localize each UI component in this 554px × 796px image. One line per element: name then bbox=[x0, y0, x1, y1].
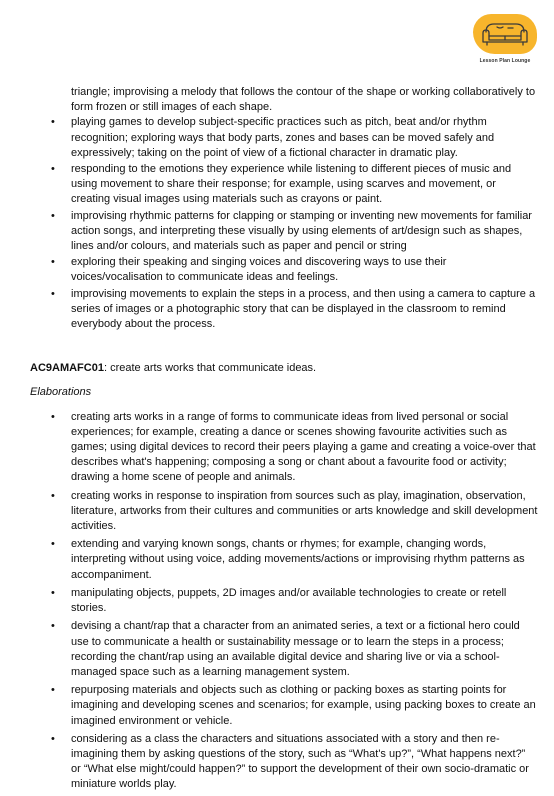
list-item: • devising a chant/rap that a character from an animated series, a text or a fictional hero could use to communicate a health or sustainability message or to learn the steps in a process; recording the chant/rap using an available digital device and sharing live or via a school-managed space such as a learning management system. bbox=[30, 619, 538, 680]
list-item: • considering as a class the characters and situations associated with a story and then re-imagining them by asking questions of the story, such as “What's up?”, “What happens next?” or “What else might/could happen?” to support the development of their own socio-dramatic or miniature worlds play. bbox=[30, 732, 538, 793]
list-item: • improvising movements to explain the steps in a process, and then using a camera to capture a series of images or a photographic story that can be displayed in the classroom to remind everybody about the process. bbox=[30, 287, 538, 333]
list-item: • creating arts works in a range of forms to communicate ideas from lived personal or social experiences; for example, creating a dance or scenes showing favourite activities such as games; using digital devices to record their peers playing a game and creating a voice-over that describes what's happening; composing a song or chant about a favourite food or activity; drawing a home scene of people and animals. bbox=[30, 410, 538, 486]
standard-line bbox=[30, 361, 538, 376]
standard-code: AC9AMAFC01 bbox=[30, 362, 104, 375]
standard-description: : create arts works that communicate ideas. bbox=[103, 362, 317, 375]
list-item: • exploring their speaking and singing voices and discovering ways to use their voices/vocalisation to communicate ideas and feelings. bbox=[30, 255, 538, 285]
list-item: • responding to the emotions they experience while listening to different pieces of music and using movement to share their response; for example, using scarves and movement, or creating visual images using materials such as crayons or paint. bbox=[30, 162, 538, 208]
logo-text: Lesson Plan Lounge bbox=[479, 58, 531, 64]
list-item: • manipulating objects, puppets, 2D images and/or available technologies to create or retell stories. bbox=[30, 586, 538, 616]
elaborations-heading: Elaborations bbox=[30, 386, 92, 399]
document-body bbox=[30, 85, 538, 796]
lesson-plan-lounge-logo bbox=[470, 14, 540, 70]
continuation-text: triangle; improvising a melody that follows the contour of the shape or working collaboratively to form frozen or still images of each shape. bbox=[71, 86, 536, 114]
list-item: • extending and varying known songs, chants or rhymes; for example, changing words, interpreting without using voice, adding movements/actions or improvising rhythm patterns as accompaniment. bbox=[30, 537, 538, 583]
list-item: • creating works in response to inspiration from sources such as play, imagination, observation, literature, artworks from their cultures and communities or arts knowledge and skill development activities. bbox=[30, 489, 538, 535]
list-item: • playing games to develop subject-specific practices such as pitch, beat and/or rhythm recognition; exploring ways that body parts, zones and bases can be moved safely and expressively; taking on the point of view of a fictional character in dramatic play. bbox=[30, 115, 538, 161]
list-item: • improvising rhythmic patterns for clapping or stamping or inventing new movements for familiar action songs, and interpreting these visually by using elements of art/design such as shapes, lines and/or colours, and materials such as paper and pencil or string bbox=[30, 209, 538, 255]
list-item: • repurposing materials and objects such as clothing or packing boxes as starting points for imagining and developing scenes and scenarios; for example, using packing boxes to create an imagined environment or vehicle. bbox=[30, 683, 538, 729]
bullet-list-top bbox=[30, 115, 538, 332]
sofa-icon bbox=[480, 20, 530, 48]
bullet-list-bottom bbox=[30, 410, 538, 793]
